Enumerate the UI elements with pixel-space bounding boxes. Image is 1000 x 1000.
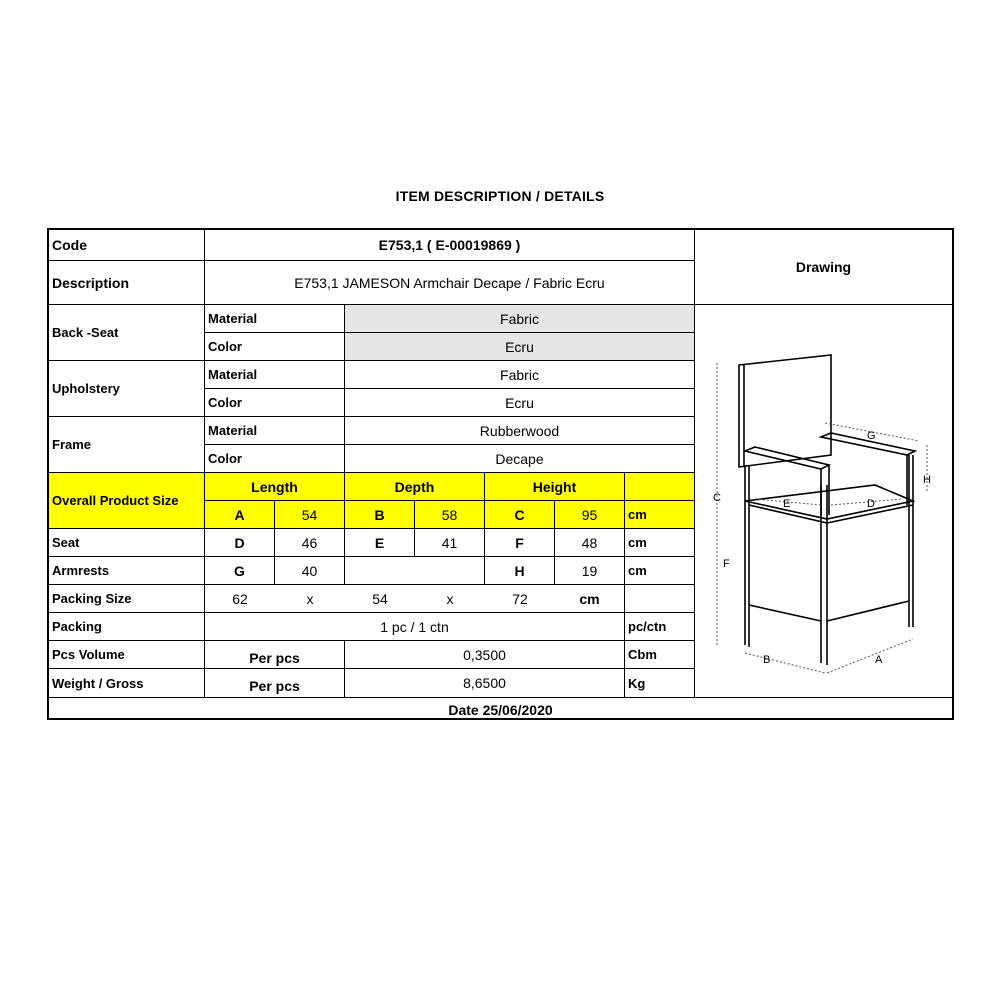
back-seat-material-label: Material: [205, 305, 345, 333]
dim-h-value: 19: [555, 557, 625, 585]
dim-e-letter: E: [345, 529, 415, 557]
drawing-label: Drawing: [695, 230, 952, 305]
dim-b-letter: B: [345, 501, 415, 529]
description-label: Description: [49, 261, 205, 305]
packing-width: 54: [345, 585, 415, 613]
drawing-letter-c: C: [713, 492, 721, 504]
pcs-volume-label: Pcs Volume: [49, 641, 205, 669]
weight-per: Per pcs: [205, 669, 345, 697]
seat-unit: cm: [625, 529, 695, 557]
seat-label: Seat: [49, 529, 205, 557]
overall-unit-header: [625, 473, 695, 501]
pcs-volume-unit: Cbm: [625, 641, 695, 669]
back-seat-material-value: Fabric: [345, 305, 695, 333]
drawing-letter-h: H: [923, 474, 931, 486]
weight-value: 8,6500: [345, 669, 625, 697]
code-value: E753,1 ( E-00019869 ): [205, 230, 695, 261]
frame-material-label: Material: [205, 417, 345, 445]
packing-unit: pc/ctn: [625, 613, 695, 641]
code-label: Code: [49, 230, 205, 261]
packing-length: 62: [205, 585, 275, 613]
armrests-empty: [345, 557, 485, 585]
armrests-unit: cm: [625, 557, 695, 585]
packing-height: 72: [485, 585, 555, 613]
drawing-letter-e: E: [783, 498, 791, 510]
packing-size-empty: [625, 585, 695, 613]
drawing-letter-g: G: [867, 430, 876, 442]
packing-x1: x: [275, 585, 345, 613]
depth-header: Depth: [345, 473, 485, 501]
dim-d-letter: D: [205, 529, 275, 557]
page-title: ITEM DESCRIPTION / DETAILS: [395, 188, 605, 204]
dim-b-value: 58: [415, 501, 485, 529]
upholstery-color-label: Color: [205, 389, 345, 417]
back-seat-color-value: Ecru: [345, 333, 695, 361]
packing-label: Packing: [49, 613, 205, 641]
dim-a-letter: A: [205, 501, 275, 529]
dim-e-value: 41: [415, 529, 485, 557]
upholstery-material-value: Fabric: [345, 361, 695, 389]
upholstery-label: Upholstery: [49, 361, 205, 417]
description-value: E753,1 JAMESON Armchair Decape / Fabric Ecru: [205, 261, 695, 305]
drawing-letter-b: B: [763, 654, 771, 666]
dim-d-value: 46: [275, 529, 345, 557]
dim-f-letter: F: [485, 529, 555, 557]
weight-unit: Kg: [625, 669, 695, 697]
drawing-letter-d: D: [867, 498, 875, 510]
chair-line-drawing: [695, 305, 953, 697]
length-header: Length: [205, 473, 345, 501]
chair-drawing: [695, 305, 953, 697]
pcs-volume-value: 0,3500: [345, 641, 625, 669]
upholstery-color-value: Ecru: [345, 389, 695, 417]
frame-material-value: Rubberwood: [345, 417, 695, 445]
spec-sheet: [47, 228, 954, 720]
dim-c-value: 95: [555, 501, 625, 529]
dim-h-letter: H: [485, 557, 555, 585]
overall-size-label: Overall Product Size: [49, 473, 205, 529]
height-header: Height: [485, 473, 625, 501]
frame-color-value: Decape: [345, 445, 695, 473]
packing-size-label: Packing Size: [49, 585, 205, 613]
packing-x2: x: [415, 585, 485, 613]
packing-size-unit: cm: [555, 585, 625, 613]
overall-unit: cm: [625, 501, 695, 529]
drawing-letter-f: F: [723, 558, 730, 570]
pcs-volume-per: Per pcs: [205, 641, 345, 669]
back-seat-label: Back -Seat: [49, 305, 205, 361]
armrests-label: Armrests: [49, 557, 205, 585]
dim-f-value: 48: [555, 529, 625, 557]
date-footer: Date 25/06/2020: [49, 697, 952, 721]
packing-value: 1 pc / 1 ctn: [205, 613, 625, 641]
frame-label: Frame: [49, 417, 205, 473]
weight-label: Weight / Gross: [49, 669, 205, 697]
dim-a-value: 54: [275, 501, 345, 529]
back-seat-color-label: Color: [205, 333, 345, 361]
dim-c-letter: C: [485, 501, 555, 529]
dim-g-value: 40: [275, 557, 345, 585]
drawing-letter-a: A: [875, 654, 883, 666]
dim-g-letter: G: [205, 557, 275, 585]
frame-color-label: Color: [205, 445, 345, 473]
upholstery-material-label: Material: [205, 361, 345, 389]
